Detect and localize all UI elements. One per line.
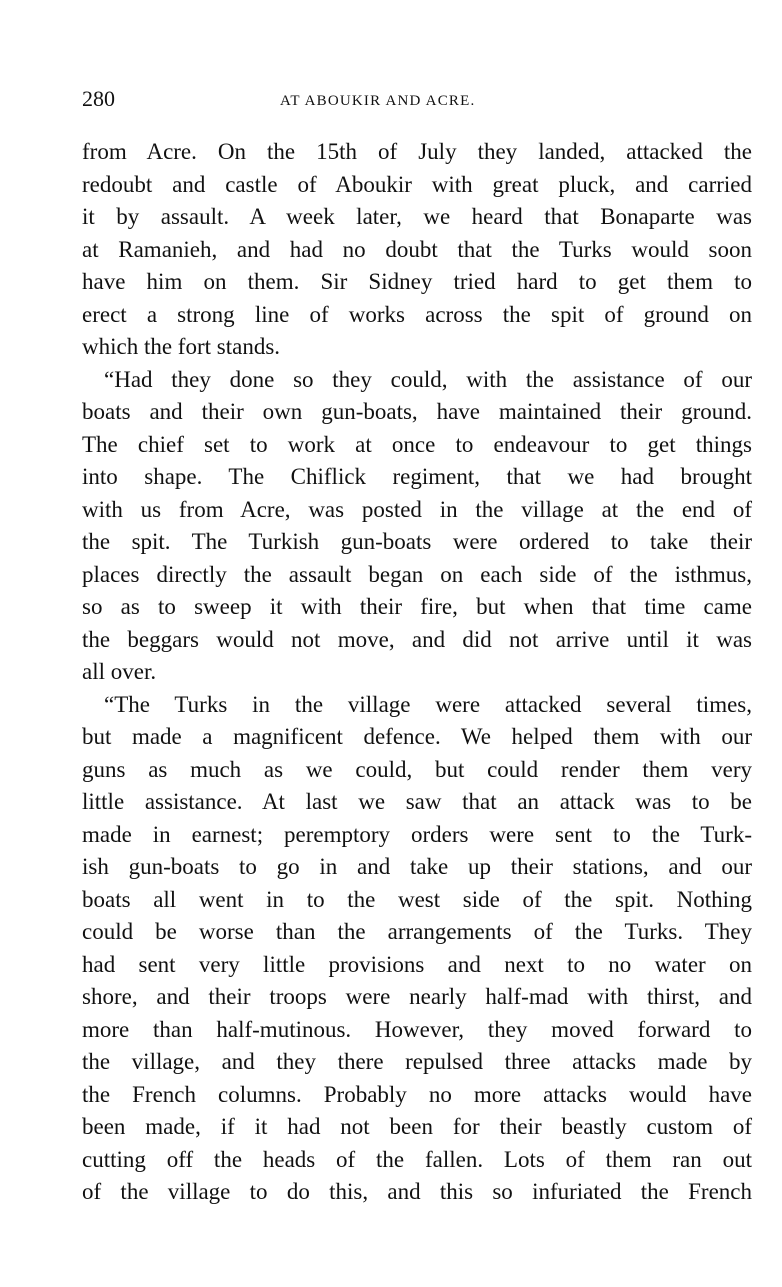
text-line: been made, if it had not been for their beastly custom of xyxy=(82,1114,752,1139)
text-line: redoubt and castle of Aboukir with great pluck, and carried xyxy=(82,171,752,197)
text-line: so as to sweep it with their fire, but when that time came xyxy=(82,594,752,619)
text-line: which the fort stands. xyxy=(82,334,281,359)
body-text xyxy=(82,136,752,1209)
text-line: made in earnest; peremptory orders were sent to the Turk- xyxy=(82,821,752,847)
text-line: from Acre. On the 15th of July they landed, attacked the xyxy=(82,139,752,164)
text-line: shore, and their troops were nearly half-mad with thirst, and xyxy=(82,984,752,1009)
text-line: the village, and they there repulsed three attacks made by xyxy=(82,1049,752,1074)
text-line: have him on them. Sir Sidney tried hard to get them to xyxy=(82,269,752,294)
text-line: guns as much as we could, but could render them very xyxy=(82,756,752,782)
text-line: more than half-mutinous. However, they moved forward to xyxy=(82,1016,752,1042)
text-line: “The Turks in the village were attacked several times, xyxy=(104,691,752,717)
running-head xyxy=(82,84,752,114)
text-line: had sent very little provisions and next to no water on xyxy=(82,951,752,977)
text-line: into shape. The Chiflick regiment, that we had brought xyxy=(82,464,752,489)
text-line: with us from Acre, was posted in the village at the end of xyxy=(82,496,752,522)
text-line: little assistance. At last we saw that an attack was to be xyxy=(82,789,752,814)
text-line: the beggars would not move, and did not arrive until it was xyxy=(82,626,752,652)
text-line: “Had they done so they could, with the assistance of our xyxy=(104,366,752,392)
text-line: it by assault. A week later, we heard that Bonaparte was xyxy=(82,204,752,229)
text-line: but made a magnificent defence. We helped them with our xyxy=(82,724,752,749)
text-line: cutting off the heads of the fallen. Lots of them ran out xyxy=(82,1146,752,1172)
text-line: boats and their own gun-boats, have maintained their ground. xyxy=(82,399,752,424)
text-line: of the village to do this, and this so infuriated the French xyxy=(82,1179,752,1204)
text-line: places directly the assault began on each side of the isthmus, xyxy=(82,561,752,587)
text-line: the French columns. Probably no more attacks would have xyxy=(82,1081,752,1107)
text-line: all over. xyxy=(82,659,157,684)
text-line: The chief set to work at once to endeavour to get things xyxy=(82,431,752,457)
running-title: AT ABOUKIR AND ACRE. xyxy=(280,93,476,109)
page-number: 280 xyxy=(82,86,115,111)
text-line: at Ramanieh, and had no doubt that the Turks would soon xyxy=(82,236,752,262)
text-line: ish gun-boats to go in and take up their stations, and our xyxy=(82,854,752,879)
text-line: could be worse than the arrangements of the Turks. They xyxy=(82,919,752,944)
text-line: boats all went in to the west side of the spit. Nothing xyxy=(82,886,752,912)
text-line: erect a strong line of works across the spit of ground on xyxy=(82,301,752,327)
text-line: the spit. The Turkish gun-boats were ordered to take their xyxy=(82,529,752,554)
